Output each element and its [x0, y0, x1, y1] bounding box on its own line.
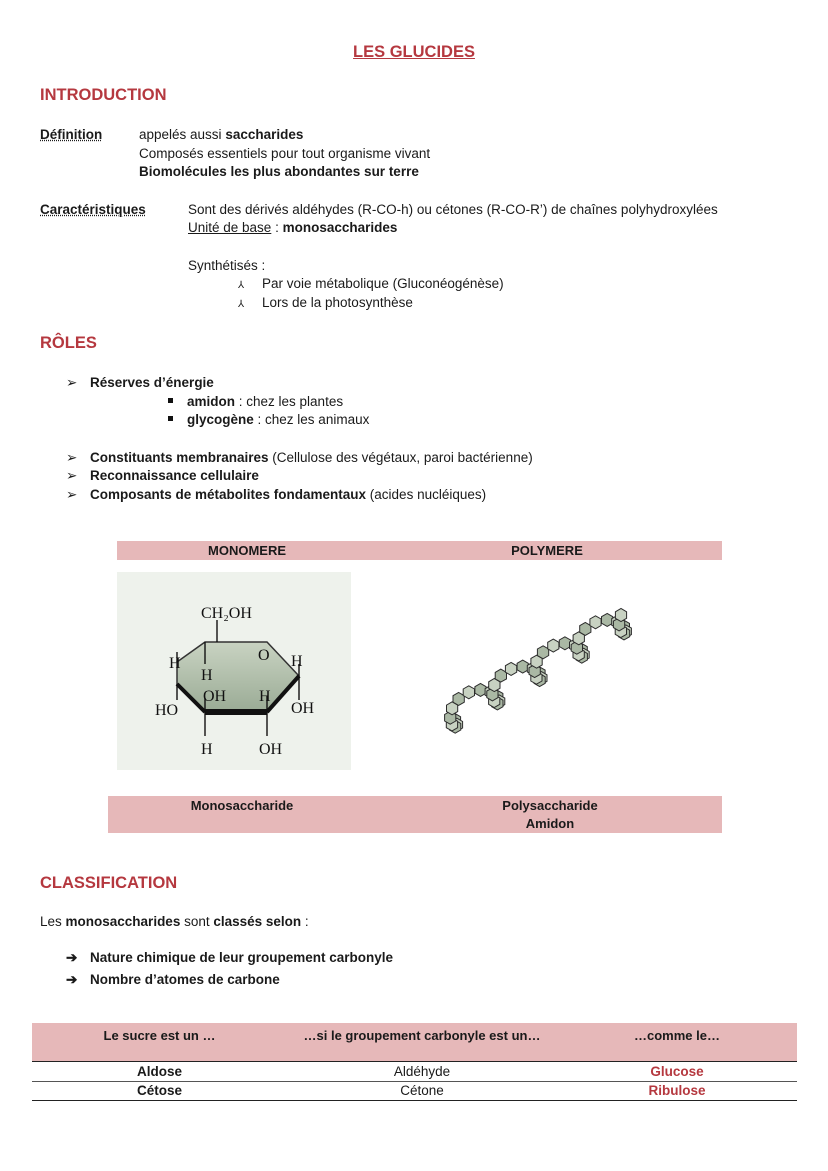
glucose-unit-hexagon	[463, 686, 474, 699]
arrow-right-icon: ➔	[66, 972, 78, 987]
polymer-header: POLYMERE	[511, 543, 583, 558]
table-rule	[32, 1100, 797, 1101]
definition-line-2: Composés essentiels pour tout organisme vivant	[139, 146, 431, 161]
amidon-caption: Amidon	[525, 816, 575, 831]
figure-caption-band	[108, 796, 722, 833]
label-h: H	[169, 655, 181, 672]
glucose-unit-hexagon	[495, 669, 506, 682]
label-h: H	[201, 741, 213, 758]
glucose-unit-hexagon	[590, 616, 601, 629]
label-oh: OH	[203, 688, 227, 705]
glucose-unit-hexagon	[580, 622, 591, 635]
definition-line-3: Biomolécules les plus abondantes sur terre	[139, 164, 419, 179]
role-item-2: ➢ Reconnaissance cellulaire	[66, 468, 259, 483]
definition-label: Définition	[40, 127, 103, 142]
table-cell-aldehyde: Aldéhyde	[393, 1064, 451, 1079]
role-energy: ➢ Réserves d’énergie	[66, 375, 214, 390]
synthesis-item-2: ⅄ Lors de la photosynthèse	[238, 295, 413, 310]
amylose-polymer-image	[425, 592, 655, 754]
arrow-right-icon: ➔	[66, 950, 78, 965]
glucose-unit-hexagon	[517, 660, 528, 673]
table-cell-glucose: Glucose	[650, 1064, 704, 1079]
characteristics-line-2: Unité de base : monosaccharides	[188, 220, 398, 235]
label-oh: OH	[291, 700, 315, 717]
arrow-bullet-icon: ➢	[66, 468, 78, 483]
caret-icon: ⅄	[238, 299, 245, 310]
glucose-unit-hexagon	[615, 609, 626, 622]
table-cell-ribulose: Ribulose	[648, 1083, 706, 1098]
table-rule	[32, 1061, 797, 1062]
table-cell-aldose: Aldose	[136, 1064, 182, 1079]
table-rule	[32, 1081, 797, 1082]
classification-intro: Les monosaccharides sont classés selon :	[40, 914, 309, 929]
table-cell-cetose: Cétose	[136, 1083, 182, 1098]
role-item-3: ➢ Composants de métabolites fondamentaux (acides nucléiques)	[66, 487, 487, 502]
glucose-unit-hexagon	[602, 613, 613, 626]
table-header-col-2: …si le groupement carbonyle est un…	[303, 1028, 541, 1043]
glucose-molecule-image	[117, 572, 351, 770]
synthesis-label: Synthétisés :	[188, 258, 266, 273]
table-cell-cetone: Cétone	[400, 1083, 444, 1098]
label-h: H	[259, 688, 271, 705]
synthesis-item-1: ⅄ Par voie métabolique (Gluconéogénèse)	[238, 276, 504, 291]
figure-header-band	[117, 541, 722, 560]
monomer-header: MONOMERE	[208, 543, 286, 558]
glucose-unit-hexagon	[475, 683, 486, 696]
page-title: LES GLUCIDES	[353, 43, 475, 61]
label-h: H	[291, 653, 303, 670]
table-header-col-3: …comme le…	[634, 1028, 720, 1043]
classification-heading: CLASSIFICATION	[40, 874, 178, 892]
glucose-unit-hexagon	[559, 637, 570, 650]
table-header-band	[32, 1023, 797, 1061]
criterion-2: ➔ Nombre d’atomes de carbone	[66, 972, 280, 987]
label-ring-o: O	[258, 647, 270, 664]
role-item-1: ➢ Constituants membranaires (Cellulose des végétaux, paroi bactérienne)	[66, 450, 533, 465]
label-h: H	[201, 667, 213, 684]
energy-item-1: amidon : chez les plantes	[168, 394, 343, 409]
caret-icon: ⅄	[238, 280, 245, 291]
glucose-unit-hexagon	[453, 692, 464, 705]
label-ho: HO	[155, 702, 179, 719]
arrow-bullet-icon: ➢	[66, 487, 78, 502]
glucose-unit-hexagon	[548, 639, 559, 652]
glucose-unit-hexagon	[505, 662, 516, 675]
label-oh: OH	[259, 741, 283, 758]
arrow-bullet-icon: ➢	[66, 375, 78, 390]
characteristics-line-1: Sont des dérivés aldéhydes (R-CO-h) ou cétones (R-CO-R’) de chaînes polyhydroxylées	[188, 202, 718, 217]
square-bullet-icon	[168, 398, 173, 403]
arrow-bullet-icon: ➢	[66, 450, 78, 465]
square-bullet-icon	[168, 416, 173, 421]
characteristics-label: Caractéristiques	[40, 202, 146, 217]
introduction-heading: INTRODUCTION	[40, 86, 167, 104]
table-header-col-1: Le sucre est un …	[103, 1028, 216, 1043]
label-ch2oh: CH₂OH	[201, 605, 252, 622]
glucose-unit-hexagon	[537, 646, 548, 659]
monosaccharide-caption: Monosaccharide	[190, 798, 294, 813]
polysaccharide-caption: Polysaccharide	[502, 798, 598, 813]
roles-heading: RÔLES	[40, 334, 97, 352]
criterion-1: ➔ Nature chimique de leur groupement carbonyle	[66, 950, 394, 965]
definition-line-1: appelés aussi saccharides	[139, 127, 304, 142]
energy-item-2: glycogène : chez les animaux	[168, 412, 369, 427]
